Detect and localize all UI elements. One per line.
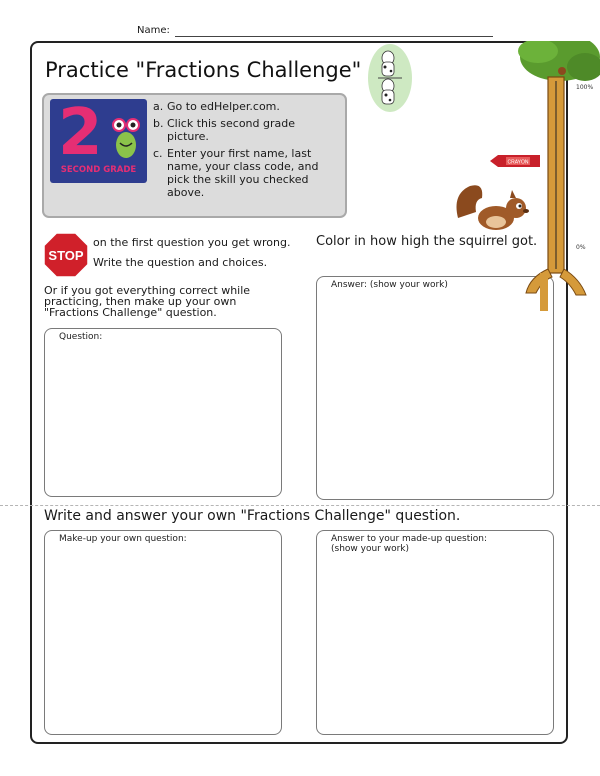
step-b (153, 117, 333, 143)
made-up-answer-box[interactable] (316, 530, 554, 735)
logo-label: SECOND GRADE (60, 165, 137, 175)
instruction-steps (153, 100, 333, 203)
monster-icon (110, 117, 142, 161)
step-letter: b. (153, 117, 164, 130)
dalmatian-icon (366, 42, 414, 114)
question-box[interactable] (44, 328, 282, 497)
step-text: Enter your first name, last name, your class code, and pick the skill you checked above. (167, 147, 319, 199)
make-up-question-box[interactable] (44, 530, 282, 735)
stop-sign-text: STOP (48, 248, 84, 263)
answer-label: Answer: (show your work) (331, 280, 448, 290)
logo-number: 2 (58, 96, 103, 170)
make-up-label: Make-up your own question: (59, 534, 187, 544)
crayon-icon[interactable] (490, 154, 542, 168)
stop-instruction-line1: on the first question you get wrong. (93, 236, 291, 249)
step-a (153, 100, 333, 113)
color-instruction: Color in how high the squirrel got. (316, 234, 538, 249)
name-label: Name: (137, 25, 170, 36)
crayon-label: CRAYON (507, 159, 529, 166)
or-if-instruction: Or if you got everything correct while practicing, then make up your own "Fractions Challenge" question. (44, 284, 251, 319)
step-letter: a. (153, 100, 164, 113)
scale-top-label: 100% (576, 84, 594, 91)
stop-instruction-line2: Write the question and choices. (93, 256, 268, 269)
stop-sign-icon (43, 232, 89, 278)
step-text: Click this second grade picture. (167, 117, 295, 143)
cut-line (0, 505, 600, 506)
name-input-line[interactable] (175, 36, 493, 37)
write-section-title: Write and answer your own "Fractions Challenge" question. (44, 508, 461, 524)
squirrel-icon (452, 178, 536, 234)
step-text: Go to edHelper.com. (167, 100, 280, 113)
question-label: Question: (59, 332, 103, 342)
made-up-answer-label-2: (show your work) (331, 544, 410, 554)
page-title: Practice "Fractions Challenge" (45, 58, 362, 82)
step-letter: c. (153, 147, 163, 160)
tree-icon (490, 41, 600, 311)
scale-bottom-label: 0% (576, 244, 586, 251)
made-up-answer-label-1: Answer to your made-up question: (331, 534, 487, 544)
step-c (153, 147, 333, 199)
